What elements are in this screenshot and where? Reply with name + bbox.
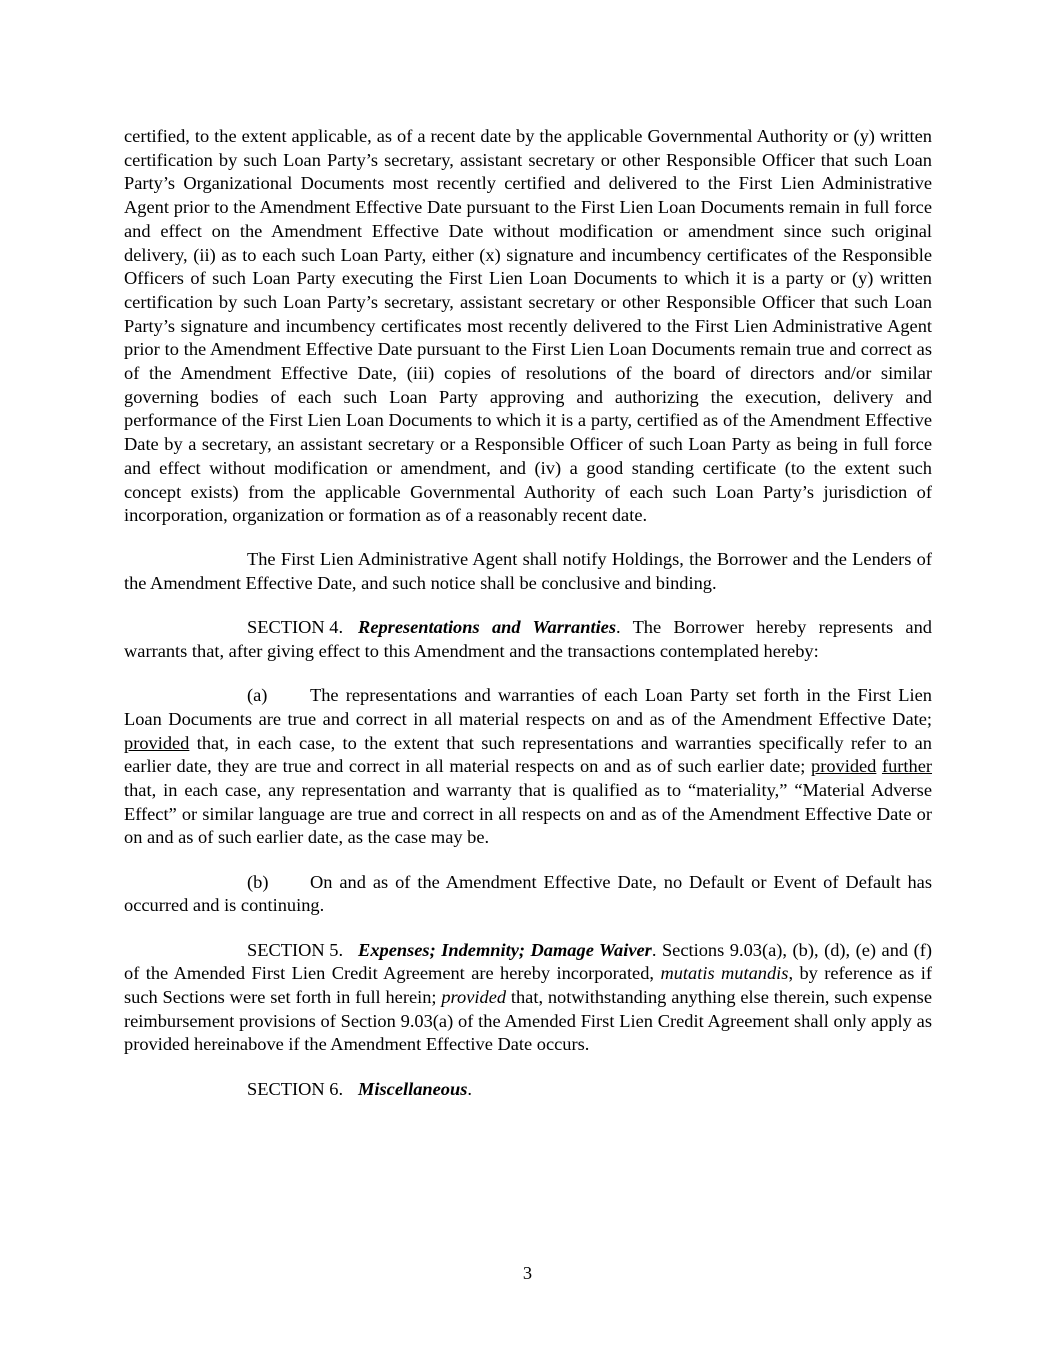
text-segment: provided (441, 987, 507, 1007)
paragraph (124, 684, 932, 850)
text-segment: that, in each case, to the extent that such representations and warranties specifically refer to an earlier date, they are true and correct in all material respects on and as of such earlier date; (124, 732, 932, 777)
document-body (124, 125, 932, 1122)
text-segment: further (881, 756, 932, 777)
text-segment: Miscellaneous (358, 1078, 468, 1099)
text-segment: . (467, 1078, 472, 1099)
text-segment: . The Borrower hereby represents and warrants that, after giving effect to this Amendment and the transactions contemplated hereby: (124, 617, 932, 662)
text-segment: Representations and Warranties (358, 617, 616, 638)
text-segment: . Sections 9.03(a), (b), (d), (e) and (f) of the Amended First Lien Credit Agreement are hereby incorporated, (124, 939, 933, 984)
text-segment: that, notwithstanding anything else therein, such expense reimbursement provisions of Section 9.03(a) of the Amended First Lien Credit Agreement shall only apply as provided hereinabove if the Amendment Effective Date occurs. (124, 987, 933, 1055)
text-segment: that, in each case, any representation and warranty that is qualified as to “materiality,” “Material Adverse Effect” or similar language are true and correct in all respects on and as of the Amendment Effective Date or on and as of such earlier date, as the case may be. (124, 780, 932, 848)
text-segment: mutatis mutandis (660, 963, 789, 984)
paragraph (124, 939, 932, 1058)
paragraph (124, 125, 932, 528)
section-label: SECTION 6. (247, 1078, 344, 1099)
text-segment: The representations and warranties of each Loan Party set forth in the First Lien Loan Documents are true and correct in all material respects on and as of the Amendment Effective Date; (124, 685, 932, 729)
paragraph (124, 548, 932, 595)
paragraph (124, 616, 932, 663)
text-segment: certified, to the extent applicable, as of a recent date by the applicable Governmental Authority or (y) written certification by such Loan Party’s secretary, assistant secretary or other Responsible Officer that such Loan Party’s Organizational Documents most recently certified and delivered to the First Lien Administrative Agent prior to the Amendment Effective Date pursuant to the First Lien Loan Documents remain in full force and effect on the Amendment Effective Date without modification or amendment since such original delivery, (ii) as to each such Loan Party, either (x) signature and incumbency certificates of the Responsible Officers of such Loan Party executing the First Lien Loan Documents to which it is a party or (y) written certification by such Loan Party’s secretary, assistant secretary or other Responsible Officer that such Loan Party’s signature and incumbency certificates most recently delivered to the First Lien Administrative Agent prior to the Amendment Effective Date pursuant to the First Lien Loan Documents remain true and correct as of the Amendment Effective Date, (iii) copies of resolutions of the board of directors and/or similar governing bodies of each such Loan Party approving and authorizing the execution, delivery and performance of the First Lien Loan Documents to which it is a party, certified as of the Amendment Effective Date by a secretary, an assistant secretary or a Responsible Officer of such Loan Party as being in full force and effect without modification or amendment, and (iv) a good standing certificate (to the extent such concept exists) from the applicable Governmental Authority of each such Loan Party’s jurisdiction of incorporation, organization or formation as of a reasonably recent date. (124, 126, 932, 526)
section-label: (b) (247, 871, 269, 892)
page-number: 3 (522, 1263, 533, 1283)
section-label: (a) (247, 685, 268, 706)
text-segment: The First Lien Administrative Agent shall notify Holdings, the Borrower and the Lenders of the Amendment Effective Date, and such notice shall be conclusive and binding. (124, 549, 932, 594)
text-segment: Expenses; Indemnity; Damage Waiver (358, 939, 652, 960)
text-segment: , by reference as if such Sections were set forth in full herein; (124, 963, 932, 1007)
section-label: SECTION 5. (247, 939, 344, 960)
text-segment: provided (124, 732, 190, 753)
text-segment: provided (811, 756, 877, 777)
paragraph (124, 1078, 932, 1102)
paragraph (124, 871, 932, 918)
section-label: SECTION 4. (247, 617, 344, 638)
text-segment: On and as of the Amendment Effective Date, no Default or Event of Default has occurred and is continuing. (124, 871, 932, 916)
